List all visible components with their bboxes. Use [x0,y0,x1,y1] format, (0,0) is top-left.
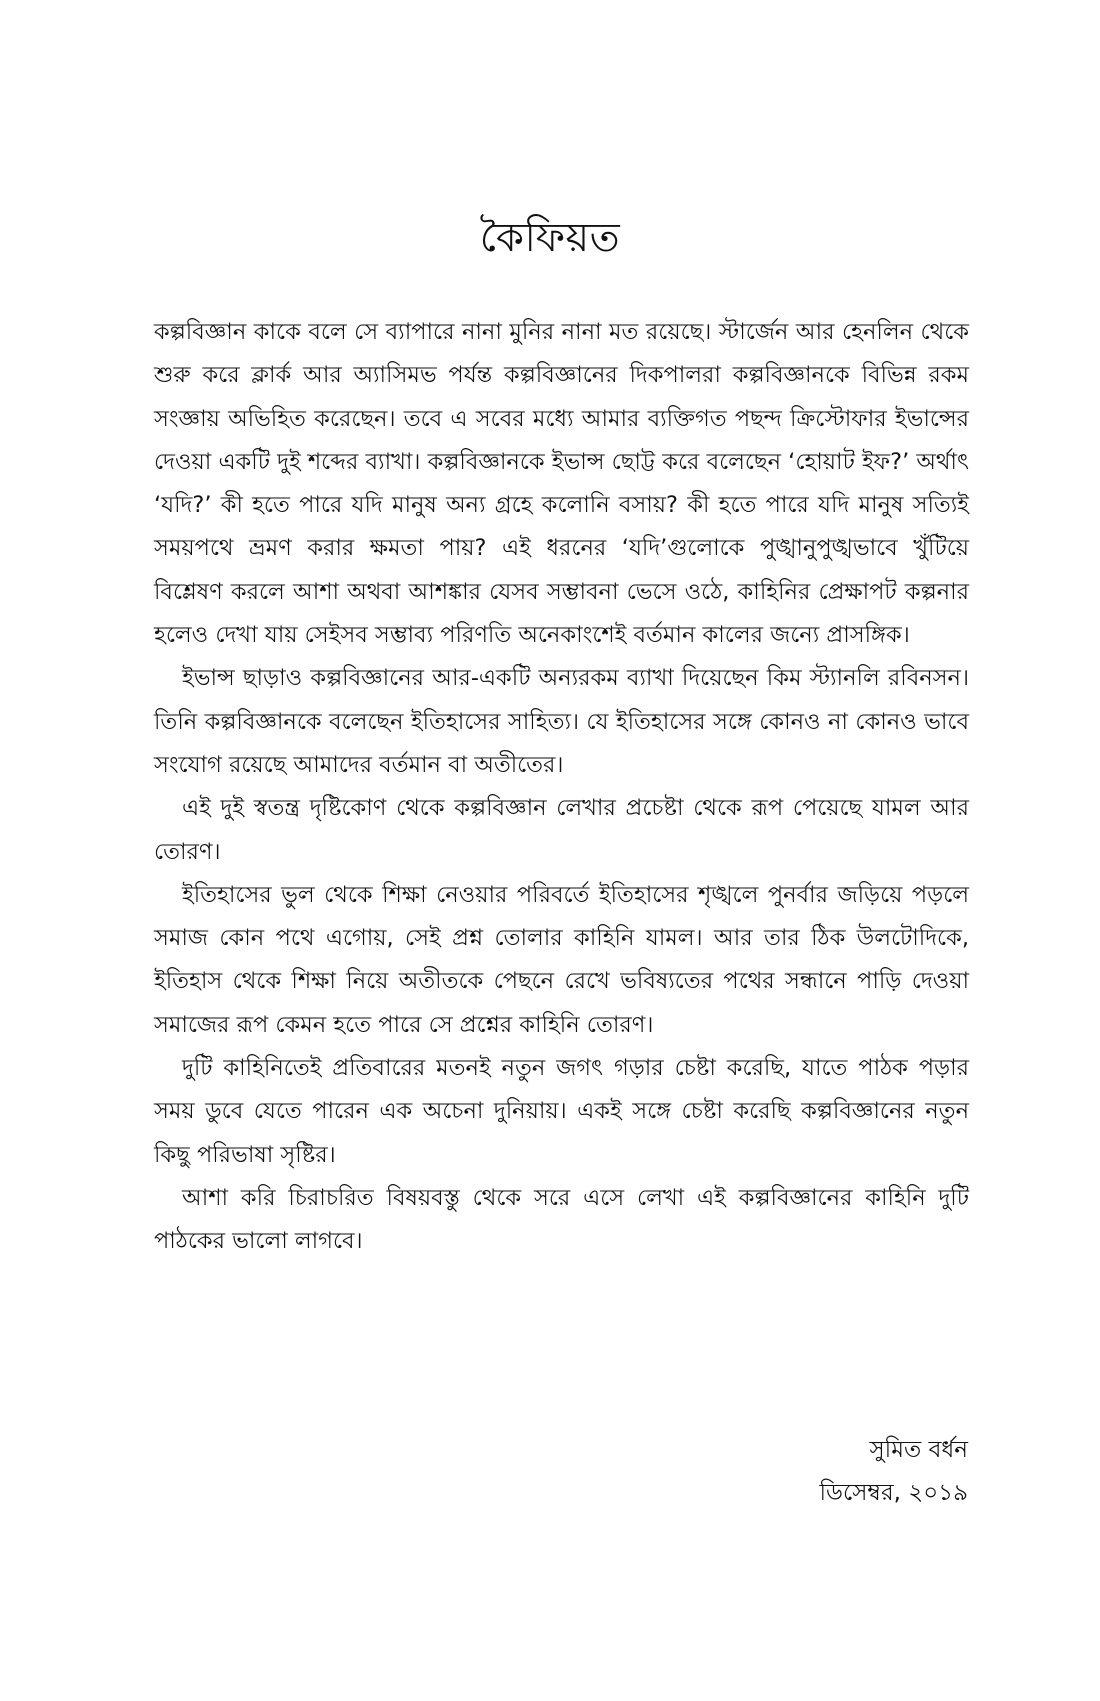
paragraph-2: ইভান্স ছাড়াও কল্পবিজ্ঞানের আর-একটি অন্যরকম ব্যাখা দিয়েছেন কিম স্ট্যানলি রবিনসন। তিনি কল্পবিজ্ঞানকে বলেছেন ইতিহাসের সাহিত্য। যে ইতিহাসের সঙ্গে কোনও না কোনও ভাবে সংযোগ রয়েছে আমাদের বর্তমান বা অতীতের। [154,665,969,778]
paragraph-1: কল্পবিজ্ঞান কাকে বলে সে ব্যাপারে নানা মুনির নানা মত রয়েছে। স্টার্জেন আর হেনলিন থেকে শুরু করে ক্লার্ক আর অ্যাসিমভ পর্যন্ত কল্পবিজ্ঞানের দিকপালরা কল্পবিজ্ঞানকে বিভিন্ন রকম সংজ্ঞায় অভিহিত করেছেন। তবে এ সবের মধ্যে আমার ব্যক্তিগত পছন্দ ক্রিস্টোফার ইভান্সের দেওয়া একটি দুই শব্দের ব্যাখা। কল্পবিজ্ঞানকে ইভান্স ছোট্ট করে বলেছেন ‘হোয়াট ইফ?’ অর্থাৎ ‘যদি?’ কী হতে পারে যদি মানুষ অন্য গ্রহে কলোনি বসায়? কী হতে পারে যদি মানুষ সত্যিই সময়পথে ভ্রমণ করার ক্ষমতা পায়? এই ধরনের ‘যদি’গুলোকে পুঙ্খানুপুঙ্খভাবে খুঁটিয়ে বিশ্লেষণ করলে আশা অথবা আশঙ্কার যেসব সম্ভাবনা ভেসে ওঠে, কাহিনির প্রেক্ষাপট কল্পনার হলেও দেখা যায় সেইসব সম্ভাব্য পরিণতি অনেকাংশেই বর্তমান কালের জন্যে প্রাসঙ্গিক। [154,319,969,649]
signature-date: ডিসেম্বর, ২০১৯ [819,1480,968,1506]
preface-body [154,311,969,1264]
page-title: কৈফিয়ত [479,215,621,261]
author-name: সুমিত বর্ধন [869,1437,968,1463]
paragraph-5: দুটি কাহিনিতেই প্রতিবারের মতনই নতুন জগৎ গড়ার চেষ্টা করেছি, যাতে পাঠক পড়ার সময় ডুবে যেতে পারেন এক অচেনা দুনিয়ায়। একই সঙ্গে চেষ্টা করেছি কল্পবিজ্ঞানের নতুন কিছু পরিভাষা সৃষ্টির। [154,1055,969,1168]
signature-block [819,1429,968,1515]
paragraph-4: ইতিহাসের ভুল থেকে শিক্ষা নেওয়ার পরিবর্তে ইতিহাসের শৃঙ্খলে পুনর্বার জড়িয়ে পড়লে সমাজ কোন পথে এগোয়, সেই প্রশ্ন তোলার কাহিনি যামল। আর তার ঠিক উলটোদিকে, ইতিহাস থেকে শিক্ষা নিয়ে অতীতকে পেছনে রেখে ভবিষ্যতের পথের সন্ধানে পাড়ি দেওয়া সমাজের রূপ কেমন হতে পারে সে প্রশ্নের কাহিনি তোরণ। [154,881,969,1038]
paragraph-6: আশা করি চিরাচরিত বিষয়বস্তু থেকে সরে এসে লেখা এই কল্পবিজ্ঞানের কাহিনি দুটি পাঠকের ভালো লাগবে। [154,1184,969,1255]
paragraph-3: এই দুই স্বতন্ত্র দৃষ্টিকোণ থেকে কল্পবিজ্ঞান লেখার প্রচেষ্টা থেকে রূপ পেয়েছে যামল আর তোরণ। [154,795,969,865]
